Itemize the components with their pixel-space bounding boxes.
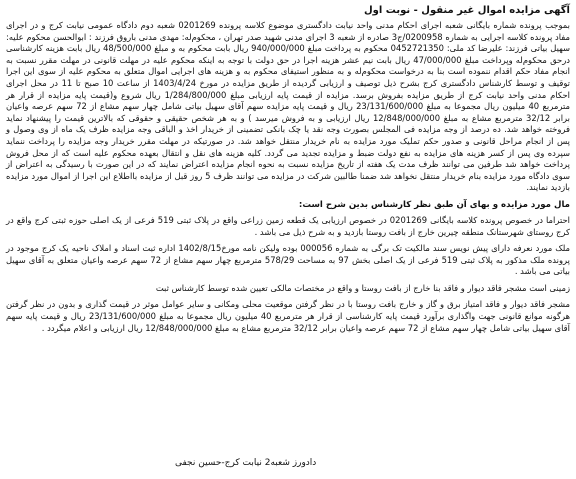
notice-title: آگهی مزایده اموال غیر منقول - نوبت اول: [364, 5, 570, 16]
deed-paragraph: ملک مورد نعرفه دارای پیش نویس سند مالکیت تک برگی به شماره 000056 بوده ولیکن نامه مورخ1402/8/15 اداره ثبت اسناد و املاک ناحیه یک کرج موجود در پرونده ملک مذکور به پلاک ثبتی 519 فرعی از یک اصلی بخش 97 به مساحت 578/29 مترمربع چهار سهم مشاع از 72 سهم عرصه واعیان متعلق به آقای سهیل بیاتی می باشد .: [6, 243, 570, 277]
signature-line: دادورز شعبه2 نیابت کرج-حسین نجفی: [175, 458, 317, 468]
property-heading: مال مورد مزایده و بهای آن طبق نظر کارشناس بدین شرح است:: [298, 199, 570, 210]
land-description-paragraph: زمینی است مشجر فاقد دیوار و فاقد بنا خارج از بافت روستا و واقع در مختصات مالکی تعیین شده توسط کارشناس ثبت: [155, 282, 570, 293]
valuation-paragraph: مشجر فاقد دیوار و فاقد امتیاز برق و گاز و خارج بافت روستا با در نظر گرفتن موقعیت محلی ومکانی و سایر عوامل موثر در قیمت گذاری و بدون در نظر گرفتن هرگونه موانع قانونی جهت واگذاری برآورد قیمت پایه کارشناسی از قرار هر مترمربع 40 میلیون ریال مجموعا به مبلغ 23/131/600/000 ریال و قیمت پایه سهم آقای سهیل بیاتی شامل چهار سهم مشاع از 72 سهم عرصه واعیان برابر 32/12 مترمربع مشاع به مبلغ 12/848/000/000 ریال ارزیابی و اعلام میگردد .: [6, 299, 571, 333]
main-paragraph: بموجب پرونده شماره بایگانی شعبه اجرای احکام مدنی واحد نیابت دادگستری موضوع کلاسه پرونده 0201269 شعبه دوم دادگاه عمومی نیابت کرج و در اجرای مفاد پرونده کلاسه اجرایی به شماره 0200958/ج3 صادره از شعبه 3 اجرای مدنی شهید صدر تهران ، محکوم‌له: مهدی مدنی باروق فرزند : ابوالحسن محکوم علیه: سهیل بیاتی فرزند: علیرضا کد ملی: 0452721350 محکوم به پرداخت مبلغ 940/000/000 ریال بابت محکوم به و مبلغ 48/500/000 ریال بابت هزینه کارشناسی درحق محکوم‌له وپرداخت مبلغ 47/000/000 ریال بابت نیم عشر هزینه اجرا در حق دولت با توجه به اینکه محکوم علیه در مهلت قانونی در مهلت مقرر نسبت به انجام مفاد حکم اقدام ننموده است بنا به درخواست محکوم‌له و به منظور استیفای محکوم به و هزینه های اجرایی اموال متعلق به محکوم علیه از سوی این اجرا توقیف و توسط کارشناس دادگستری کرج بشرح ذیل توصیف و ارزیابی گردیده از طریق مزایده در مورخ 1403/4/24 از ساعت 10 صبح تا 11 در محل اجرای احکام مدنی واحد نیابت کرج از طریق مزایده بفروش برسد. مزایده از قیمت پایه ارزیابی مبلغ 1/284/800/000 ریال شروع و(قیمت پایه مزایده از قرار هر مترمربع 40 میلیون ریال مجموعا به مبلغ 23/131/600/000 ریال و قیمت پایه مزایده سهم آقای سهیل بیاتی شامل چهار سهم مشاع از 72 سهم عرصه واعیان برابر 32/12 مترمربع مشاع به مبلغ 12/848/000/000 ریال ارزیابی و به فروش میرسد ) و به هر شخص حقیقی و حقوقی که بالاترین قیمت را پیشنهاد نماید فروخته خواهد شد. ده درصد از وجه مزایده فی المجلس بصورت وجه نقد یا چک بانکی تضمینی از خریدار اخذ و الباقی وجه مزایده ظرف یک ماه از وی وصول و پس از انجام مراحل قانونی و صدور حکم تملیک مورد مزایده به نام خریدار منتقل خواهد شد. در صورتیکه در مهلت مقرر خریدار وجه مزایده را پرداخت ننماید سپرده وی پس از کسر هزینه های مزایده به نفع دولت ضبط و مزایده تجدید می گردد. کلیه هزینه های نقل و انتقال بعهده محکوم علیه است که از محل فروش پرداخت خواهد شد طرفین می توانند ظرف مدت یک هفته از تاریخ مزایده نسبت به نحوه انجام مزایده اعتراض نمایند که در این صورت با رسیدگی به اعتراض از سوی دادگاه مورد مزایده بنام خریدار منتقل نخواهد شد ضمنا طالبین شرکت در مزایده می توانند ظرف 5 روز قبل از مزایده بااطلاع این اجرا از اموال مورد مزایده بازدید نمایند.: [6, 20, 571, 193]
assessment-paragraph: احتراما در خصوص پرونده کلاسه بایگانی 0201269 در خصوص ارزیابی یک قطعه زمین زراعی واقع در پلاک ثبتی 519 فرعی از یک اصلی حوزه ثبتی کرج واقع در کرج روستای شهرستانک منطقه چیرین خارج از بافت روستا بازدید و به شرح ذیل می باشد .: [6, 214, 571, 237]
